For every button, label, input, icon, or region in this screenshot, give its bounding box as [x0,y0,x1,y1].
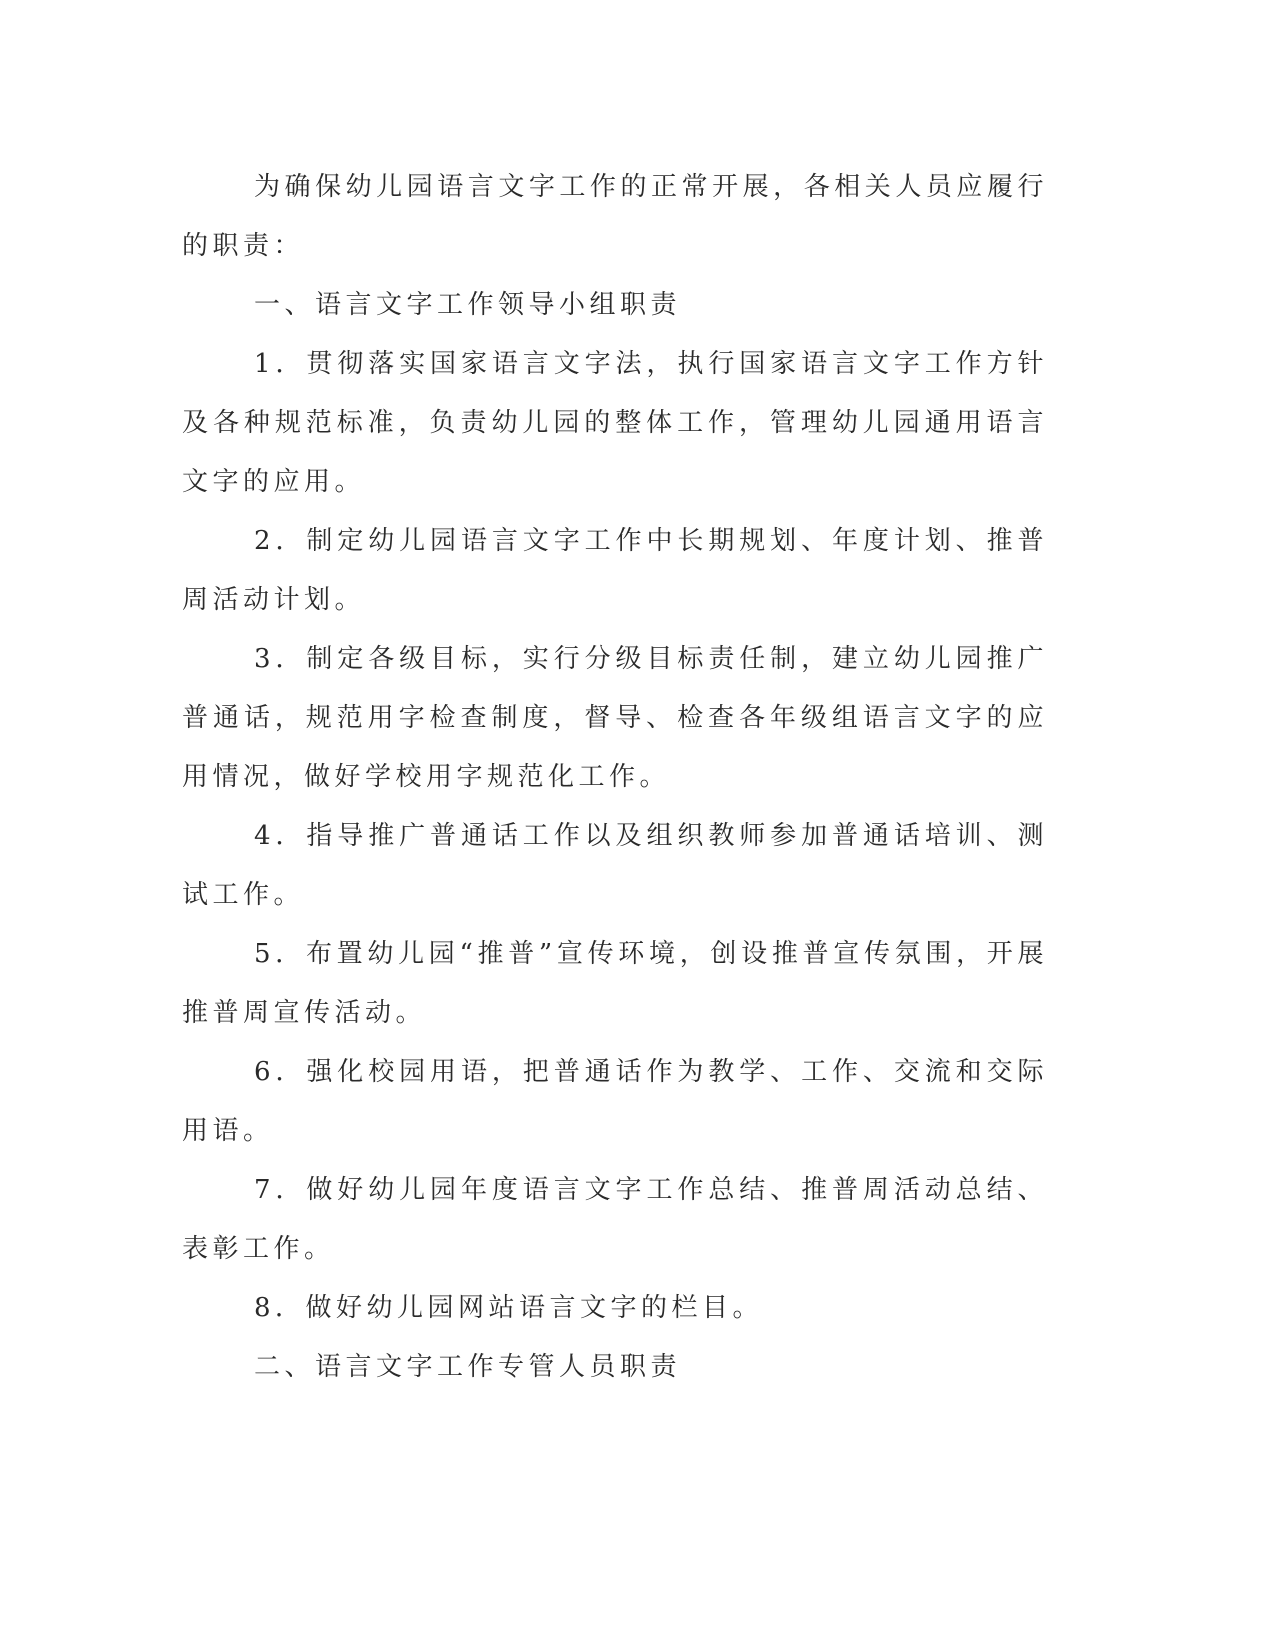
list-item-8: 8．做好幼儿园网站语言文字的栏目。 [254,1293,764,1323]
section-heading-leadership-group: 一、语言文字工作领导小组职责 [254,290,682,320]
list-item-5: 5．布置幼儿园“推普”宣传环境，创设推普宣传氛围，开展推普周宣传活动。 [182,939,1048,1028]
list-item-2: 2．制定幼儿园语言文字工作中长期规划、年度计划、推普周活动计划。 [182,526,1048,615]
list-item-6: 6．强化校园用语，把普通话作为教学、工作、交流和交际用语。 [182,1057,1048,1146]
list-item-7: 7．做好幼儿园年度语言文字工作总结、推普周活动总结、表彰工作。 [182,1175,1048,1264]
intro-paragraph: 为确保幼儿园语言文字工作的正常开展，各相关人员应履行的职责： [182,172,1048,261]
document-body [182,158,1048,1397]
section-heading-dedicated-staff: 二、语言文字工作专管人员职责 [254,1352,682,1382]
list-item-3: 3．制定各级目标，实行分级目标责任制，建立幼儿园推广普通话，规范用字检查制度，督导、检查各年级组语言文字的应用情况，做好学校用字规范化工作。 [182,644,1048,792]
list-item-4: 4．指导推广普通话工作以及组织教师参加普通话培训、测试工作。 [182,821,1048,910]
list-item-1: 1．贯彻落实国家语言文字法，执行国家语言文字工作方针及各种规范标准，负责幼儿园的整体工作，管理幼儿园通用语言文字的应用。 [182,349,1048,497]
